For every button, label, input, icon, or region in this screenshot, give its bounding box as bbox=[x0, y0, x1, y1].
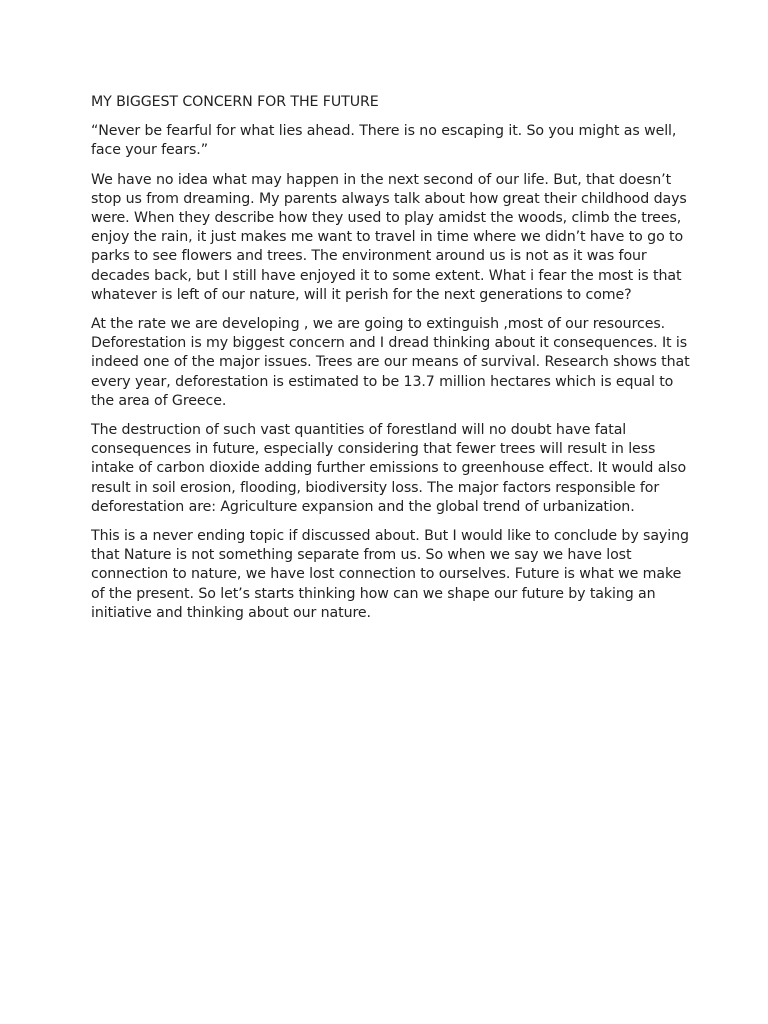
conclusion-paragraph: This is a never ending topic if discussed about. But I would like to conclude by saying that Nature is not something separate from us. So when we say we have lost connection to nature, we have lost connection to ourselves. Future is what we make of the present. So let’s starts thinking how can we shape our future by taking an initiative and thinking about our nature. bbox=[91, 528, 689, 621]
document-body bbox=[91, 93, 691, 633]
body-paragraph: At the rate we are developing , we are going to extinguish ,most of our resources. Deforestation is my biggest concern and I dread thinking about it consequences. It is indeed one of the major issues. Trees are our means of survival. Research shows that every year, deforestation is estimated to be 13.7 million hectares which is equal to the area of Greece. bbox=[91, 316, 690, 409]
quote-paragraph: “Never be fearful for what lies ahead. There is no escaping it. So you might as well, face your fears.” bbox=[91, 123, 677, 159]
body-paragraph: The destruction of such vast quantities of forestland will no doubt have fatal consequences in future, especially considering that fewer trees will result in less intake of carbon dioxide adding further emissions to greenhouse effect. It would also result in soil erosion, flooding, biodiversity loss. The major factors responsible for deforestation are: Agriculture expansion and the global trend of urbanization. bbox=[91, 422, 687, 515]
document-title: MY BIGGEST CONCERN FOR THE FUTURE bbox=[91, 94, 379, 110]
body-paragraph: We have no idea what may happen in the next second of our life. But, that doesn’t stop us from dreaming. My parents always talk about how great their childhood days were. When they describe how they used to play amidst the woods, climb the trees, enjoy the rain, it just makes me want to travel in time where we didn’t have to go to parks to see flowers and trees. The environment around us is not as it was four decades back, but I still have enjoyed it to some extent. What i fear the most is that whatever is left of our nature, will it perish for the next generations to come? bbox=[91, 171, 687, 303]
